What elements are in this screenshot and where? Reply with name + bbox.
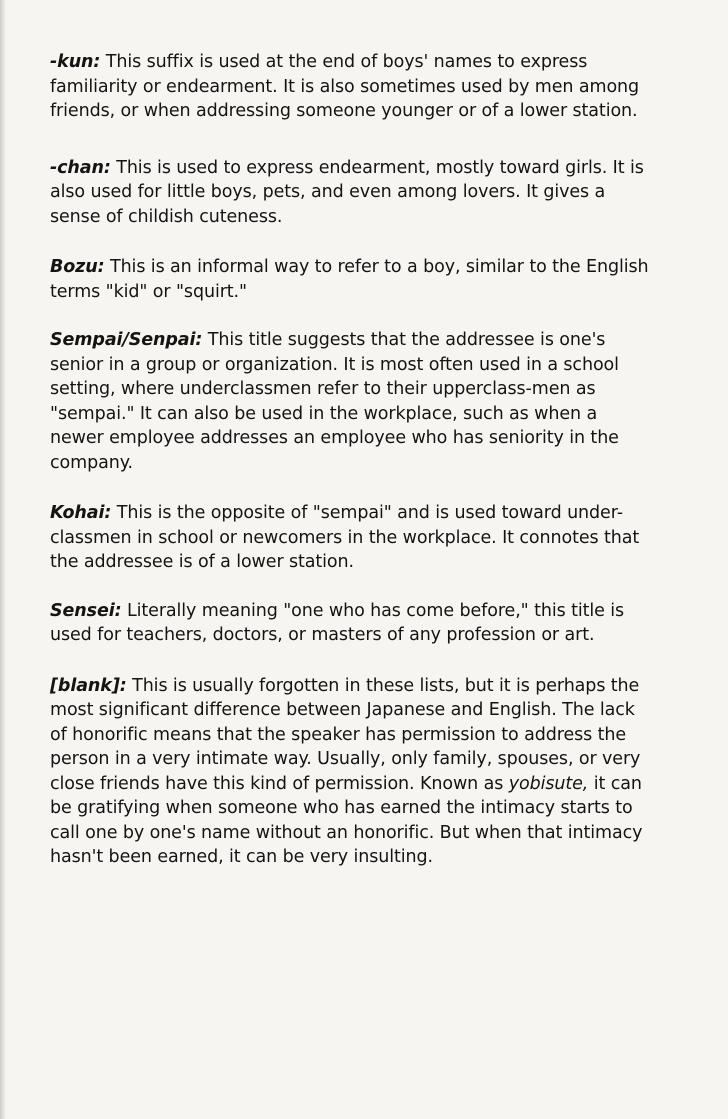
definition-sempai: This title suggests that the addressee is one's senior in a group or organization. It is most often used in a school setting, where underclassmen refer to their upperclass-men as "sempai." It can also be used in the workplace, such as when a newer employee addresses an employee who has seniority in the company. [50, 330, 619, 473]
spine-shadow [0, 0, 6, 1119]
term-sempai: Sempai/Senpai: [50, 330, 203, 350]
entry-sempai [50, 328, 650, 475]
term-kun: -kun: [50, 52, 101, 72]
entry-blank [50, 674, 650, 870]
definition-kun: This suffix is used at the end of boys' names to express familiarity or endearment. It is also sometimes used by men among friends, or when addressing someone younger or of a lower station. [50, 52, 640, 121]
entry-bozu [50, 255, 650, 304]
definition-bozu: This is an informal way to refer to a boy, similar to the English terms "kid" or "squirt." [50, 257, 649, 302]
definition-sensei: Literally meaning "one who has come before," this title is used for teachers, doctors, or masters of any profession or art. [50, 600, 625, 645]
entry-chan [50, 156, 650, 230]
definition-blank-part1: This is usually forgotten in these lists, but it is perhaps the most significant difference between Japanese and English. The lack of honorific means that the speaker has permission to address the person in a very intimate way. Usually, only family, spouses, or very close friends have this kind of permission. Known as [50, 675, 641, 794]
definition-blank-emphasis: yobisute, [508, 773, 589, 794]
entry-kun [50, 50, 650, 124]
term-kohai: Kohai: [50, 503, 112, 523]
definition-blank-part2: it can be gratifying when someone who has earned the intimacy starts to call one by one's name without an honorific. But when that intimacy hasn't been earned, it can be very insulting. [50, 773, 643, 867]
term-sensei: Sensei: [50, 600, 122, 621]
term-bozu: Bozu: [50, 257, 105, 277]
definition-kohai: This is the opposite of "sempai" and is used toward under-classmen in school or newcomers in the workplace. It connotes that the addressee is of a lower station. [50, 503, 640, 572]
definition-chan: This is used to express endearment, mostly toward girls. It is also used for little boys, pets, and even among lovers. It gives a sense of childish cuteness. [50, 157, 644, 227]
term-blank: [blank]: [50, 675, 127, 696]
entry-kohai [50, 501, 650, 575]
honorifics-list [50, 50, 650, 894]
entry-sensei [50, 599, 650, 648]
term-chan: -chan: [50, 157, 111, 178]
